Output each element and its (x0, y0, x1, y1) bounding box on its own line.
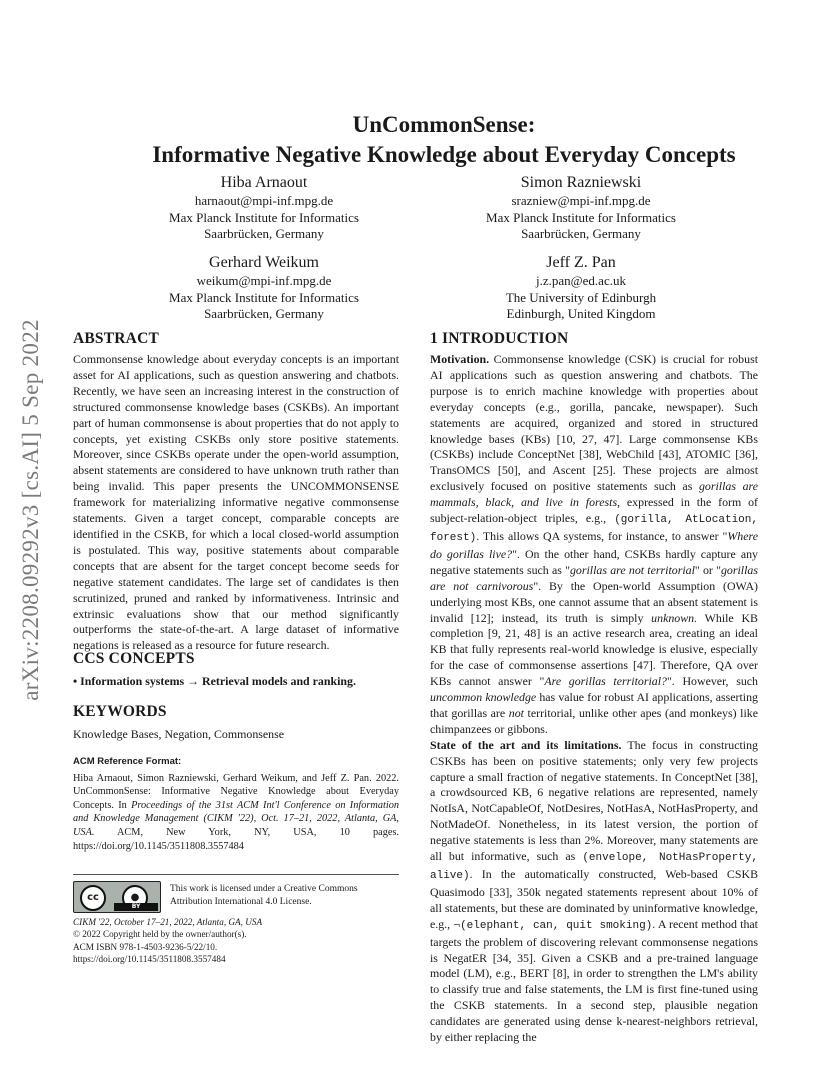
license-text: This work is licensed under a Creative Commons Attribution International 4.0 License. (170, 884, 358, 907)
paper-title (60, 110, 828, 170)
doi-line: https://doi.org/10.1145/3511808.3557484 (73, 953, 226, 964)
italic-run: Are gorillas territorial? (544, 674, 667, 689)
author-email: j.z.pan@ed.ac.uk (536, 273, 626, 288)
author-email: srazniew@mpi-inf.mpg.de (511, 193, 651, 208)
isbn-line: ACM ISBN 978-1-4503-9236-5/22/10. (73, 941, 218, 952)
intro-paragraph-1 (430, 352, 758, 738)
text-run: ". By the Open-world Assumption (OWA) underlying most KBs, one cannot assume that an absent statement is invalid [12]; instead, its truth is simply (430, 578, 759, 625)
italic-run: uncommon knowledge (430, 690, 537, 705)
code-run: (envelope, NotHasProperty, alive) (430, 852, 758, 882)
license-meta (73, 916, 399, 965)
author-location: Saarbrücken, Germany (204, 226, 324, 241)
author-email: harnaout@mpi-inf.mpg.de (194, 193, 334, 208)
keywords-section (73, 703, 399, 743)
arxiv-id: arXiv:2208.09292v3 [cs.AI] 5 Sep 2022 (18, 319, 43, 701)
author-block (114, 173, 414, 243)
introduction-heading: 1 INTRODUCTION (430, 330, 569, 347)
author-affiliation: Max Planck Institute for Informatics (169, 209, 359, 225)
author-affiliation: Max Planck Institute for Informatics (169, 289, 359, 305)
author-name: Hiba Arnaout (220, 174, 308, 191)
keywords-text: Knowledge Bases, Negation, Commonsense (73, 727, 285, 741)
keywords-heading: KEYWORDS (73, 703, 167, 720)
text-run: . A recent method that targets the problem of discovering relevant commonsense negations is NegatER [34, 35]. Given a CSKB and a pre-trained language model (LM), e.g., BERT [8], in order to strengthen the LM's ability to classify true and false statements, the LM is first fine-tuned using the CSKB statements. In a second step, plausible negation candidates are generated using dense k-nearest-neighbors retrieval, by either replacing the (430, 916, 758, 1045)
person-icon: ● (122, 885, 148, 911)
ccs-section (73, 650, 399, 690)
author-affiliation: The University of Edinburgh (505, 289, 657, 305)
ccs-heading: CCS CONCEPTS (73, 650, 195, 667)
conference-line: CIKM '22, October 17–21, 2022, Atlanta, GA, USA (73, 917, 263, 927)
title-line-1: UnCommonSense: (352, 112, 536, 137)
text-run: ". On the other hand, CSKBs hardly capture any negative statements such as " (430, 546, 758, 577)
reference-rest: ACM, New York, NY, USA, 10 pages. https://doi.org/10.1145/3511808.3557484 (73, 826, 399, 852)
text-run: . In the automatically constructed, Web-based CSKB Quasimodo [33], 350k negated statements represent about 10% of all statements, but these are dominated by uninformative knowledge, e.g., ¬ (430, 867, 758, 931)
author-block (114, 253, 414, 323)
italic-run: unknown. (651, 610, 698, 625)
author-affiliation: Max Planck Institute for Informatics (486, 209, 676, 225)
author-name: Gerhard Weikum (209, 254, 319, 271)
text-run: While KB completion [9, 21, 48] is an active research area, creating an ideal KB that fully represents real-world knowledge is elusive, especially for the case of commonsense assertions [47]. Therefore, QA over KBs cannot answer " (430, 610, 758, 689)
copyright-line: © 2022 Copyright held by the owner/author(s). (73, 929, 247, 940)
intro-paragraph-2 (430, 738, 758, 1046)
author-block (431, 253, 731, 323)
text-run: " or " (694, 562, 721, 577)
code-run: (gorilla, AtLocation, forest) (430, 514, 758, 544)
author-location: Edinburgh, United Kingdom (506, 306, 656, 321)
abstract-section (73, 330, 399, 654)
author-name: Simon Razniewski (520, 174, 642, 191)
title-line-2: Informative Negative Knowledge about Everyday Concepts (152, 142, 736, 167)
ccs-text: • Information systems → Retrieval models and ranking. (73, 674, 356, 688)
text-run: The focus in constructing CSKBs has been on positive statements; only very few projects capture a small fraction of negative statements. In ConceptNet [38], a crowdsourced KB, 6 negative relations are represented, namely NotIsA, NotCapableOf, NotDesires, NotHasA, NotHasProperty, and NotMadeOf. Nonetheless, in its latest version, the portion of negative statements is less than 2%. Moreover, many statements are all but informative, such as (430, 737, 759, 864)
text-run: Commonsense knowledge (CSK) is crucial for robust AI applications such as question answering and chatbots. The purpose is to enrich machine knowledge with properties about everyday concepts (e.g., gorilla, pancake, newspaper). Such statements are acquired, organized and stored in structured knowledge bases (KBs) [10, 27, 47]. Large commonsense KBs (CSKBs) include ConceptNet [38], WebChild [43], ATOMIC [36], TransOMCS [50], and Ascent [25]. These projects are almost exclusively focused on positive statements such as (430, 352, 758, 494)
author-location: Saarbrücken, Germany (521, 226, 641, 241)
by-label: BY (114, 903, 158, 911)
italic-run: gorillas are not carnivorous (430, 562, 758, 593)
author-block (431, 173, 731, 243)
acm-reference (73, 755, 399, 853)
motivation-label: Motivation. (430, 352, 490, 366)
license-block (73, 874, 399, 964)
text-run: has value for robust AI applications, asserting that gorillas are (430, 690, 759, 720)
arxiv-stamp (8, 300, 54, 720)
text-run: , expressed in the form of subject-relation-object triples, e.g., (430, 495, 758, 526)
abstract-heading: ABSTRACT (73, 330, 160, 347)
cc-icon: cc (80, 885, 106, 911)
italic-run: gorillas are not territorial (569, 562, 695, 577)
state-of-art-label: State of the art and its limitations. (430, 737, 622, 752)
cc-by-badge (73, 881, 161, 913)
author-location: Saarbrücken, Germany (204, 306, 324, 321)
italic-run: gorillas are mammals, black, and live in forests (430, 479, 759, 510)
text-run: ". However, such (666, 674, 758, 689)
code-run: (elephant, can, quit smoking) (460, 919, 653, 932)
italic-run: not (508, 705, 524, 720)
abstract-text: Commonsense knowledge about everyday concepts is an important asset for AI applications, such as question answering and chatbots. Recently, we have seen an increasing interest in the construction of structured commonsense knowledge bases (CSKBs). An important part of human commonsense is about properties that do not apply to concepts, yet existing CSKBs only store positive statements. Moreover, since CSKBs operate under the open-world assumption, absent statements are considered to have unknown truth rather than being invalid. This paper presents the UNCOMMONSENSE framework for materializing informative negative commonsense statements. Given a target concept, comparable concepts are identified in the CSKB, for which a local closed-world assumption is postulated. This way, positive statements about comparable concepts that are absent for the target concept become seeds for negative statement candidates. The large set of candidates is then scrutinized, pruned and ranked by informativeness. Intrinsic and extrinsic evaluations show that our method significantly outperforms the state-of-the-art. A large dataset of informative negations is released as a resource for future research. (73, 352, 399, 653)
reference-text (73, 772, 399, 854)
author-email: weikum@mpi-inf.mpg.de (196, 273, 332, 288)
reference-authors: Hiba Arnaout, Simon Razniewski, Gerhard Weikum, and Jeff Z. Pan. 2022. UnCommonSense: Informative Negative Knowledge about Everyday Concepts. In (73, 772, 399, 811)
text-run: territorial, unlike other apes (and monkeys) like chimpanzees or gibbons. (430, 705, 758, 736)
author-name: Jeff Z. Pan (546, 254, 616, 271)
reference-heading: ACM Reference Format: (73, 756, 182, 767)
italic-run: Where do gorillas live? (430, 528, 758, 561)
introduction-section (430, 330, 758, 1046)
reference-venue: Proceedings of the 31st ACM Int'l Conference on Information and Knowledge Management (CIKM '22), Oct. 17–21, 2022, Atlanta, GA, USA. (73, 799, 400, 838)
text-run: . This allows QA systems, for instance, to answer " (476, 528, 728, 543)
